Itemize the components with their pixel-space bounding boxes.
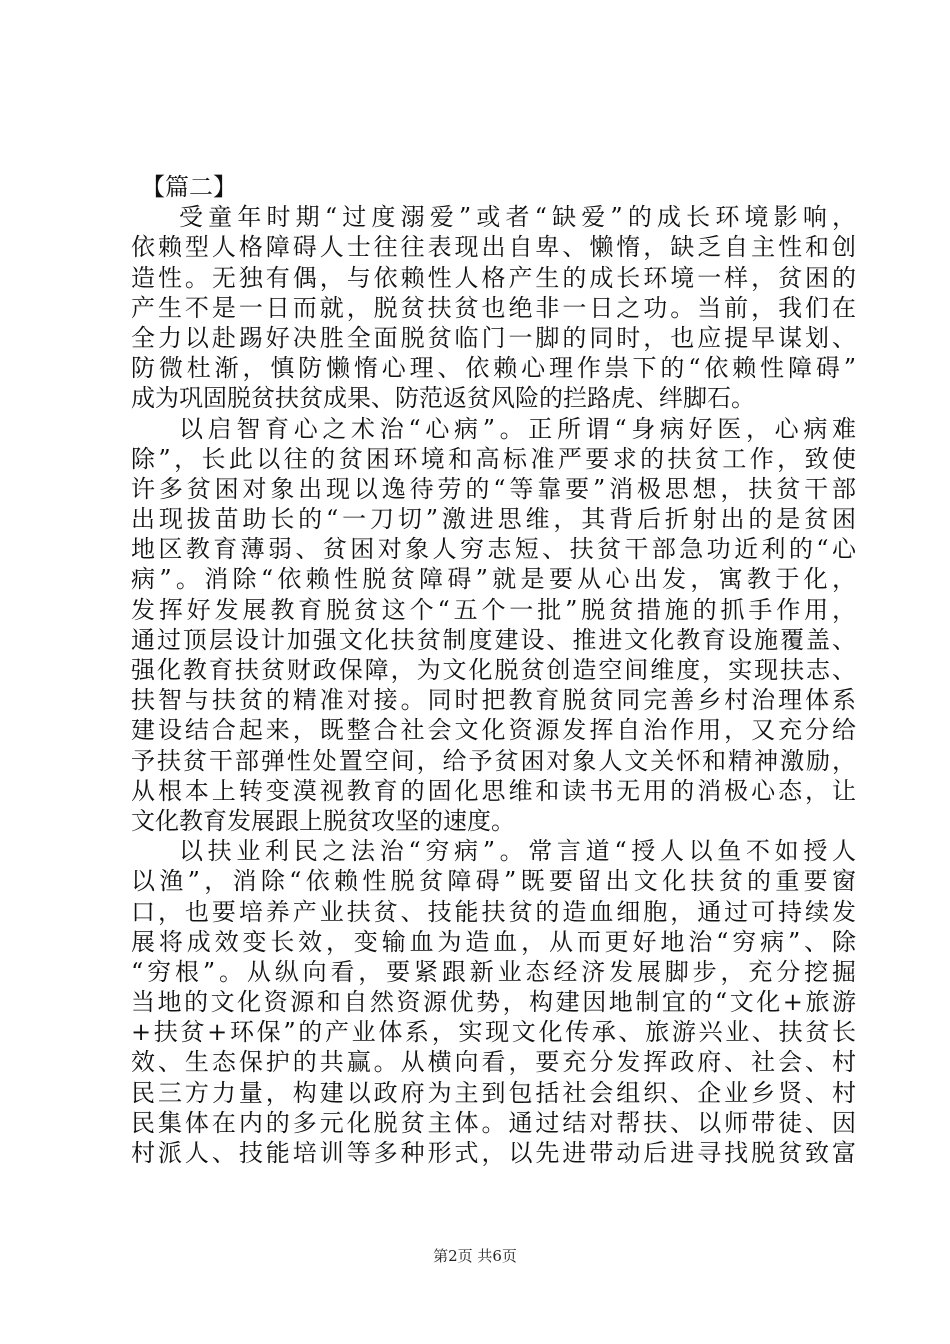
body-text-line: 全力以赴踢好决胜全面脱贫临门一脚的同时，也应提早谋划、 bbox=[131, 323, 856, 352]
body-text-line: 产生不是一日而就，脱贫扶贫也绝非一日之功。当前，我们在 bbox=[131, 293, 856, 322]
body-text-line: 当地的文化资源和自然资源优势，构建因地制宜的“文化+旅游 bbox=[131, 988, 856, 1017]
body-text-line: 除”，长此以往的贫困环境和高标准严要求的扶贫工作，致使 bbox=[131, 444, 856, 473]
body-text-line: 以渔”，消除“依赖性脱贫障碍”既要留出文化扶贫的重要窗 bbox=[131, 867, 856, 896]
body-text-line: 受童年时期“过度溺爱”或者“缺爱”的成长环境影响， bbox=[179, 203, 856, 232]
body-text-line: +扶贫+环保”的产业体系，实现文化传承、旅游兴业、扶贫长 bbox=[131, 1018, 856, 1047]
body-text-line: 口，也要培养产业扶贫、技能扶贫的造血细胞，通过可持续发 bbox=[131, 897, 856, 926]
body-text-line: 从根本上转变漠视教育的固化思维和读书无用的消极心态，让 bbox=[131, 776, 856, 805]
body-text-line: 防微杜渐，慎防懒惰心理、依赖心理作祟下的“依赖性障碍” bbox=[131, 354, 856, 383]
body-text-line: 扶智与扶贫的精准对接。同时把教育脱贫同完善乡村治理体系 bbox=[131, 686, 856, 715]
body-text-line: 出现拔苗助长的“一刀切”激进思维，其背后折射出的是贫困 bbox=[131, 505, 856, 534]
body-text-line: 通过顶层设计加强文化扶贫制度建设、推进文化教育设施覆盖、 bbox=[131, 625, 856, 654]
body-text-line: 民集体在内的多元化脱贫主体。通过结对帮扶、以师带徒、因 bbox=[131, 1108, 856, 1137]
body-text-line: 以扶业利民之法治“穷病”。常言道“授人以鱼不如授人 bbox=[179, 837, 856, 866]
body-text-line: 村派人、技能培训等多种形式，以先进带动后进寻找脱贫致富 bbox=[131, 1139, 856, 1167]
body-text-line: 民三方力量，构建以政府为主到包括社会组织、企业乡贤、村 bbox=[131, 1078, 856, 1107]
body-text-line: 许多贫困对象出现以逸待劳的“等靠要”消极思想，扶贫干部 bbox=[131, 474, 856, 503]
body-text-line: 发挥好发展教育脱贫这个“五个一批”脱贫措施的抓手作用， bbox=[131, 595, 856, 624]
body-text-line: 强化教育扶贫财政保障，为文化脱贫创造空间维度，实现扶志、 bbox=[131, 656, 856, 684]
body-text-line: 造性。无独有偶，与依赖性人格产生的成长环境一样，贫困的 bbox=[131, 263, 856, 292]
body-text-line: 病”。消除“依赖性脱贫障碍”就是要从心出发，寓教于化， bbox=[131, 565, 856, 594]
section-heading: 【篇二】 bbox=[141, 173, 237, 201]
page-number-footer: 第2页 共6页 bbox=[433, 1247, 517, 1265]
body-text-line: 地区教育薄弱、贫困对象人穷志短、扶贫干部急功近利的“心 bbox=[131, 535, 856, 564]
body-text-line: 成为巩固脱贫扶贫成果、防范返贫风险的拦路虎、绊脚石。 bbox=[131, 384, 755, 413]
body-text-line: 予扶贫干部弹性处置空间，给予贫困对象人文关怀和精神激励， bbox=[131, 746, 856, 775]
body-text-line: 依赖型人格障碍人士往往表现出自卑、懒惰，缺乏自主性和创 bbox=[131, 233, 856, 262]
body-text-line: 效、生态保护的共赢。从横向看，要充分发挥政府、社会、村 bbox=[131, 1048, 856, 1077]
body-text-line: “穷根”。从纵向看，要紧跟新业态经济发展脚步，充分挖掘 bbox=[131, 957, 856, 986]
body-text-line: 文化教育发展跟上脱贫攻坚的速度。 bbox=[131, 806, 515, 835]
body-text-line: 以启智育心之术治“心病”。正所谓“身病好医，心病难 bbox=[179, 414, 856, 443]
body-text-line: 展将成效变长效，变输血为造血，从而更好地治“穷病”、除 bbox=[131, 927, 856, 956]
document-body bbox=[131, 172, 856, 1168]
body-text-line: 建设结合起来，既整合社会文化资源发挥自治作用，又充分给 bbox=[131, 716, 856, 745]
